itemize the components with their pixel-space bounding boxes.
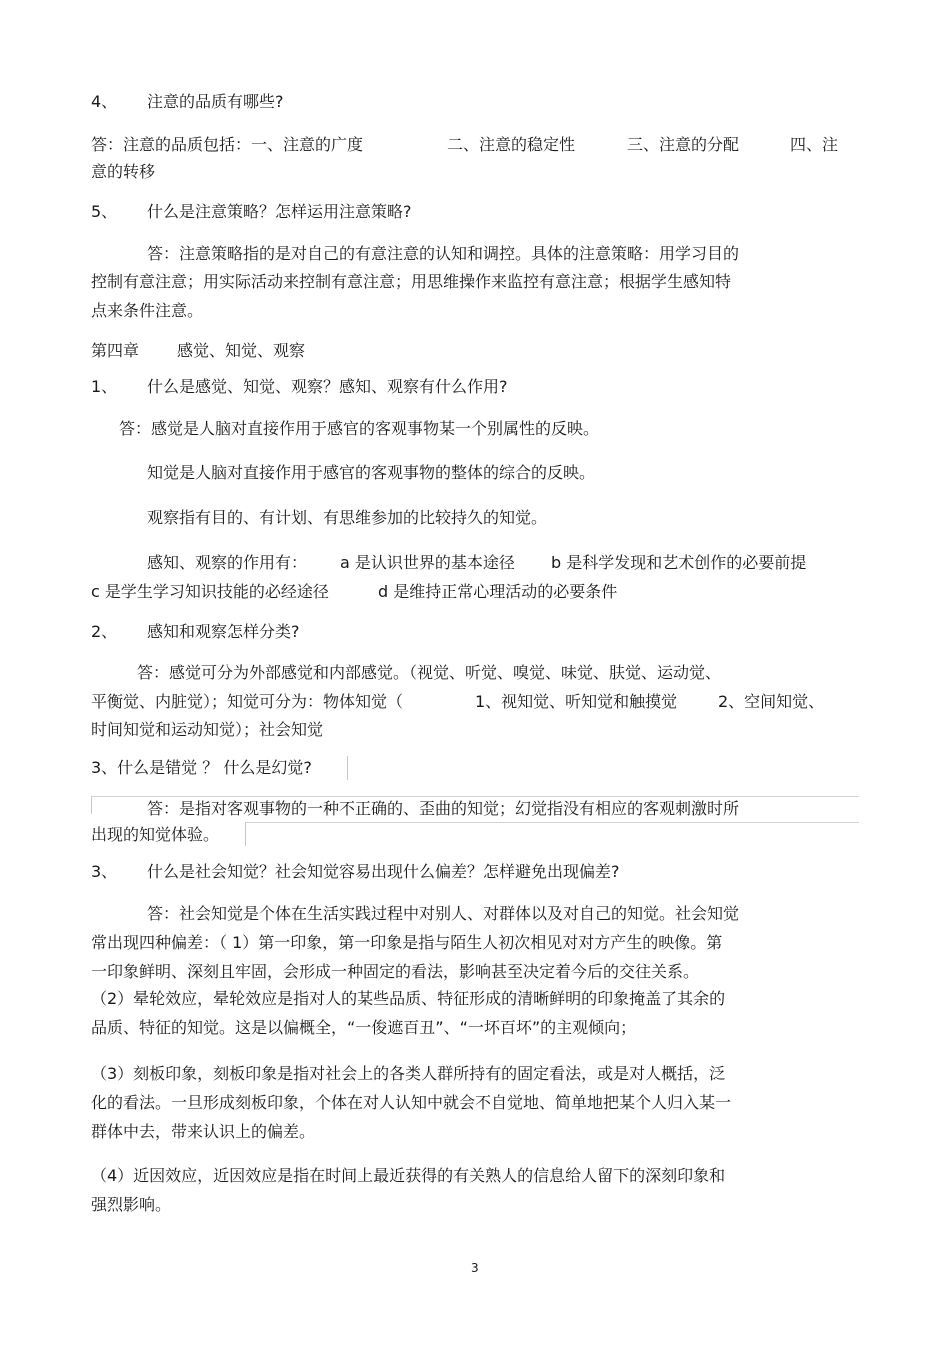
c3b-answer-line: 强烈影响。 xyxy=(91,1195,172,1214)
c1-answer-line: 感知、观察的作用有： xyxy=(147,553,308,572)
c3b-answer-line: 化的看法。一旦形成刻板印象，个体在对人认知中就会不自觉地、简单地把某个人归入某一 xyxy=(91,1093,732,1112)
c2-number: 2、 xyxy=(91,622,118,641)
c1-answer-line: a 是认识世界的基本途径 xyxy=(340,553,515,572)
c3a-question: 3、什么是错觉 ？ 什么是幻觉? xyxy=(91,758,312,777)
c3b-question: 什么是社会知觉？社会知觉容易出现什么偏差？怎样避免出现偏差? xyxy=(147,862,620,881)
c1-question: 什么是感觉、知觉、观察？感知、观察有什么作用? xyxy=(147,377,508,396)
chapter-number: 第四章 xyxy=(91,341,140,360)
c2-answer-line: 答：感觉可分为外部感觉和内部感觉。（视觉、听觉、嗅觉、味觉、肤觉、运动觉、 xyxy=(137,663,722,682)
q4-answer-line: 答：注意的品质包括：一、注意的广度 xyxy=(91,135,364,154)
c3b-answer-line: 一印象鲜明、深刻且牢固，会形成一种固定的看法，影响甚至决定着今后的交往关系。 xyxy=(91,962,700,981)
q5-answer-line: 答：注意策略指的是对自己的有意注意的认知和调控。具体的注意策略：用学习目的 xyxy=(147,244,740,263)
c3b-number: 3、 xyxy=(91,862,118,881)
q5-answer-line: 控制有意注意；用实际活动来控制有意注意；用思维操作来监控有意注意；根据学生感知特 xyxy=(91,272,732,291)
frame-rule xyxy=(91,796,859,797)
q5-answer-line: 点来条件注意。 xyxy=(91,301,204,320)
c1-answer-line: c 是学生学习知识技能的必经途径 xyxy=(91,582,329,601)
c3b-answer-line: （4）近因效应，近因效应是指在时间上最近获得的有关熟人的信息给人留下的深刻印象和 xyxy=(91,1166,726,1185)
q5-question: 什么是注意策略？怎样运用注意策略? xyxy=(147,202,412,221)
c3b-answer-line: （3）刻板印象，刻板印象是指对社会上的各类人群所持有的固定看法，或是对人概括，泛 xyxy=(91,1064,726,1083)
q4-answer-line: 意的转移 xyxy=(91,162,156,181)
q4-answer-line: 三、注意的分配 xyxy=(627,135,740,154)
q4-answer-line: 四、注 xyxy=(790,135,839,154)
frame-rule xyxy=(245,822,246,846)
chapter-title: 感觉、知觉、观察 xyxy=(177,341,306,360)
c3b-answer-line: 品质、特征的知觉。这是以偏概全，“一俊遮百丑”、“一坏百坏”的主观倾向； xyxy=(91,1018,637,1037)
c3a-answer-line: 答：是指对客观事物的一种不正确的、歪曲的知觉；幻觉指没有相应的客观刺激时所 xyxy=(147,799,740,818)
c3b-answer-line: 群体中去，带来认识上的偏差。 xyxy=(91,1122,316,1141)
q4-number: 4、 xyxy=(91,92,118,111)
c3a-answer-line: 出现的知觉体验。 xyxy=(91,825,220,844)
c3b-answer-line: （2）晕轮效应，晕轮效应是指对人的某些品质、特征形成的清晰鲜明的印象掩盖了其余的 xyxy=(91,989,726,1008)
c1-answer-line: d 是维持正常心理活动的必要条件 xyxy=(378,582,618,601)
page-number: 3 xyxy=(471,1261,479,1275)
c1-answer-line: 知觉是人脑对直接作用于感官的客观事物的整体的综合的反映。 xyxy=(147,463,596,482)
c2-answer-line: 平衡觉、内脏觉）；知觉可分为：物体知觉（ xyxy=(91,692,404,711)
q5-number: 5、 xyxy=(91,202,118,221)
q4-answer-line: 二、注意的稳定性 xyxy=(447,135,576,154)
c2-answer-line: 时间知觉和运动知觉）；社会知觉 xyxy=(91,720,324,739)
c1-number: 1、 xyxy=(91,377,118,396)
frame-rule xyxy=(245,822,859,823)
c1-answer-line: 答：感觉是人脑对直接作用于感官的客观事物某一个别属性的反映。 xyxy=(119,419,600,438)
frame-rule xyxy=(91,796,92,814)
c1-answer-line: b 是科学发现和艺术创作的必要前提 xyxy=(551,553,807,572)
frame-rule xyxy=(347,756,348,780)
c2-question: 感知和观察怎样分类? xyxy=(147,622,300,641)
c2-answer-line: 2、空间知觉、 xyxy=(718,692,825,711)
c1-answer-line: 观察指有目的、有计划、有思维参加的比较持久的知觉。 xyxy=(147,508,548,527)
q4-question: 注意的品质有哪些? xyxy=(147,92,284,111)
c3b-answer-line: 答：社会知觉是个体在生活实践过程中对别人、对群体以及对自己的知觉。社会知觉 xyxy=(147,904,740,923)
c2-answer-line: 1、视知觉、听知觉和触摸觉 xyxy=(475,692,678,711)
c3b-answer-line: 常出现四种偏差：（ 1）第一印象，第一印象是指与陌生人初次相见对对方产生的映像。第 xyxy=(91,933,723,952)
